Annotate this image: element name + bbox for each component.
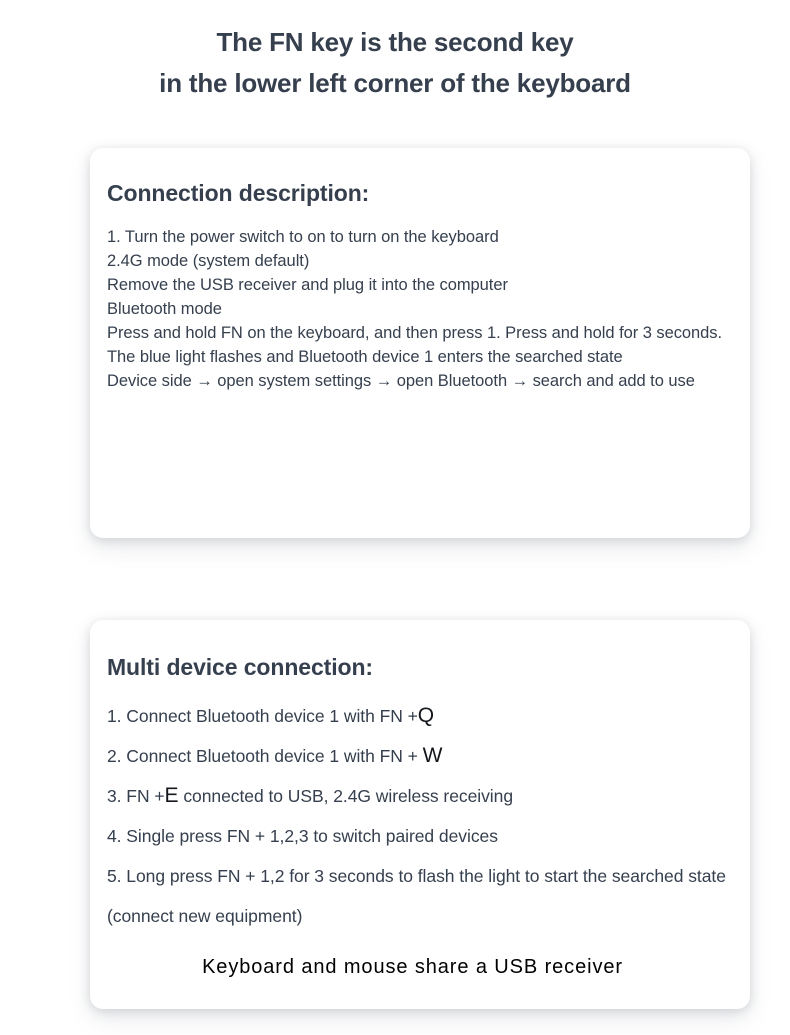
list-item	[107, 696, 728, 736]
page-title-line-2: in the lower left corner of the keyboard	[159, 68, 631, 98]
list-item-text-before: 3. FN +	[107, 786, 165, 806]
list-item	[107, 776, 728, 816]
list-item-text-after: connected to USB, 2.4G wireless receiving	[183, 786, 513, 806]
key-glyph-e: E	[164, 784, 179, 807]
connection-line-1: 1. Turn the power switch to on to turn on the keyboard	[107, 228, 499, 246]
connection-description-body	[107, 225, 728, 393]
connection-line-4: Bluetooth mode	[107, 300, 222, 318]
connection-description-card	[90, 148, 750, 538]
multi-device-connection-heading: Multi device connection:	[107, 654, 373, 680]
key-glyph-q: Q	[417, 704, 435, 727]
list-item-text: 4. Single press FN + 1,2,3 to switch paired devices	[107, 826, 498, 846]
page-title	[0, 22, 790, 104]
connection-line-2: 2.4G mode (system default)	[107, 252, 310, 270]
connection-description-heading: Connection description:	[107, 180, 370, 206]
list-item-text: 2. Connect Bluetooth device 1 with FN +	[107, 746, 418, 766]
list-item-text: 5. Long press FN + 1,2 for 3 seconds to flash the light to start the searched state (connect new equipment)	[107, 866, 726, 926]
shared-receiver-note: Keyboard and mouse share a USB receiver	[202, 956, 623, 978]
connection-line-6: Device side → open system settings → open Bluetooth → search and add to use	[107, 372, 695, 390]
list-item	[107, 816, 728, 856]
connection-line-5: Press and hold FN on the keyboard, and then press 1. Press and hold for 3 seconds. The blue light flashes and Bluetooth device 1 enters the searched state	[107, 324, 723, 366]
multi-device-connection-card	[90, 620, 750, 1009]
list-item	[107, 856, 728, 936]
key-glyph-w: W	[422, 744, 443, 767]
multi-device-list	[107, 696, 728, 936]
connection-line-3: Remove the USB receiver and plug it into the computer	[107, 276, 508, 294]
list-item-text: 1. Connect Bluetooth device 1 with FN +	[107, 706, 418, 726]
page-title-line-1: The FN key is the second key	[216, 27, 574, 57]
list-item	[107, 736, 728, 776]
